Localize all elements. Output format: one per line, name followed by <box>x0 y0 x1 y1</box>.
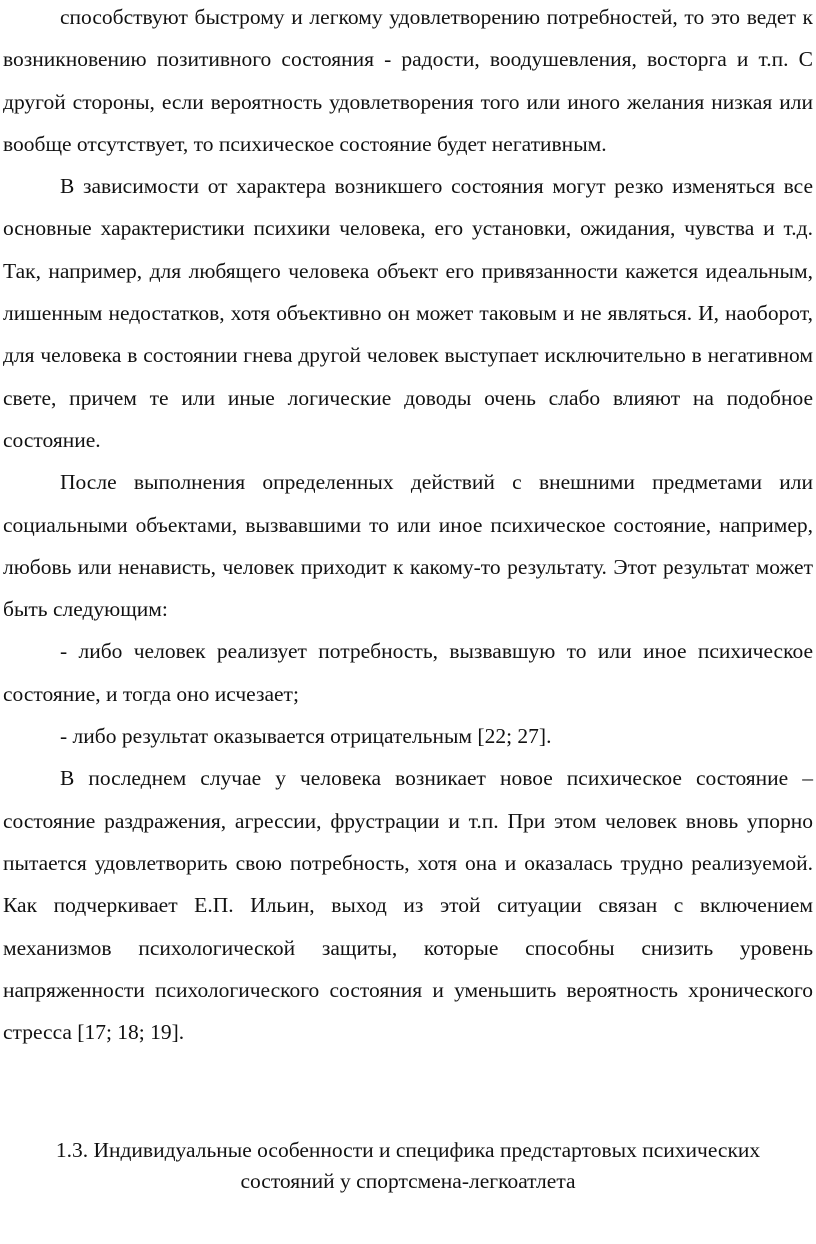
section-heading <box>0 1135 816 1197</box>
paragraph-3: После выполнения определенных действий с внешними предметами или социальными объектами, вызвавшими то или иное психическое состояние, например, любовь или ненависть, человек приходит к какому-то результату. Этот результат может быть следующим: <box>3 470 813 622</box>
paragraph-1: способствуют быстрому и легкому удовлетворению потребностей, то это ведет к возникновению позитивного состояния - радости, воодушевления, восторга и т.п. С другой стороны, если вероятность удовлетворения того или иного желания низкая или вообще отсутствует, то психическое состояние будет негативным. <box>3 5 813 156</box>
paragraph-6: В последнем случае у человека возникает новое психическое состояние – состояние раздражения, агрессии, фрустрации и т.п. При этом человек вновь упорно пытается удовлетворить свою потребность, хотя она и оказалась трудно реализуемой. Как подчеркивает Е.П. Ильин, выход из этой ситуации связан с включением механизмов психологической защиты, которые способны снизить уровень напряженности психологического состояния и уменьшить вероятность хронического стресса [17; 18; 19]. <box>3 766 813 1045</box>
paragraph-5-list-item: - либо результат оказывается отрицательным [22; 27]. <box>60 724 552 749</box>
paragraph-4-list-item: - либо человек реализует потребность, вызвавшую то или иное психическое состояние, и тогда оно исчезает; <box>3 639 813 706</box>
section-heading-line-2: состояний у спортсмена-легкоатлета <box>240 1169 576 1193</box>
section-heading-line-1: 1.3. Индивидуальные особенности и специфика предстартовых психических <box>55 1138 761 1162</box>
paragraph-2: В зависимости от характера возникшего состояния могут резко изменяться все основные характеристики психики человека, его установки, ожидания, чувства и т.д. Так, например, для любящего человека объект его привязанности кажется идеальным, лишенным недостатков, хотя объективно он может таковым и не являться. И, наоборот, для человека в состоянии гнева другой человек выступает исключительно в негативном свете, причем те или иные логические доводы очень слабо влияют на подобное состояние. <box>3 174 813 452</box>
